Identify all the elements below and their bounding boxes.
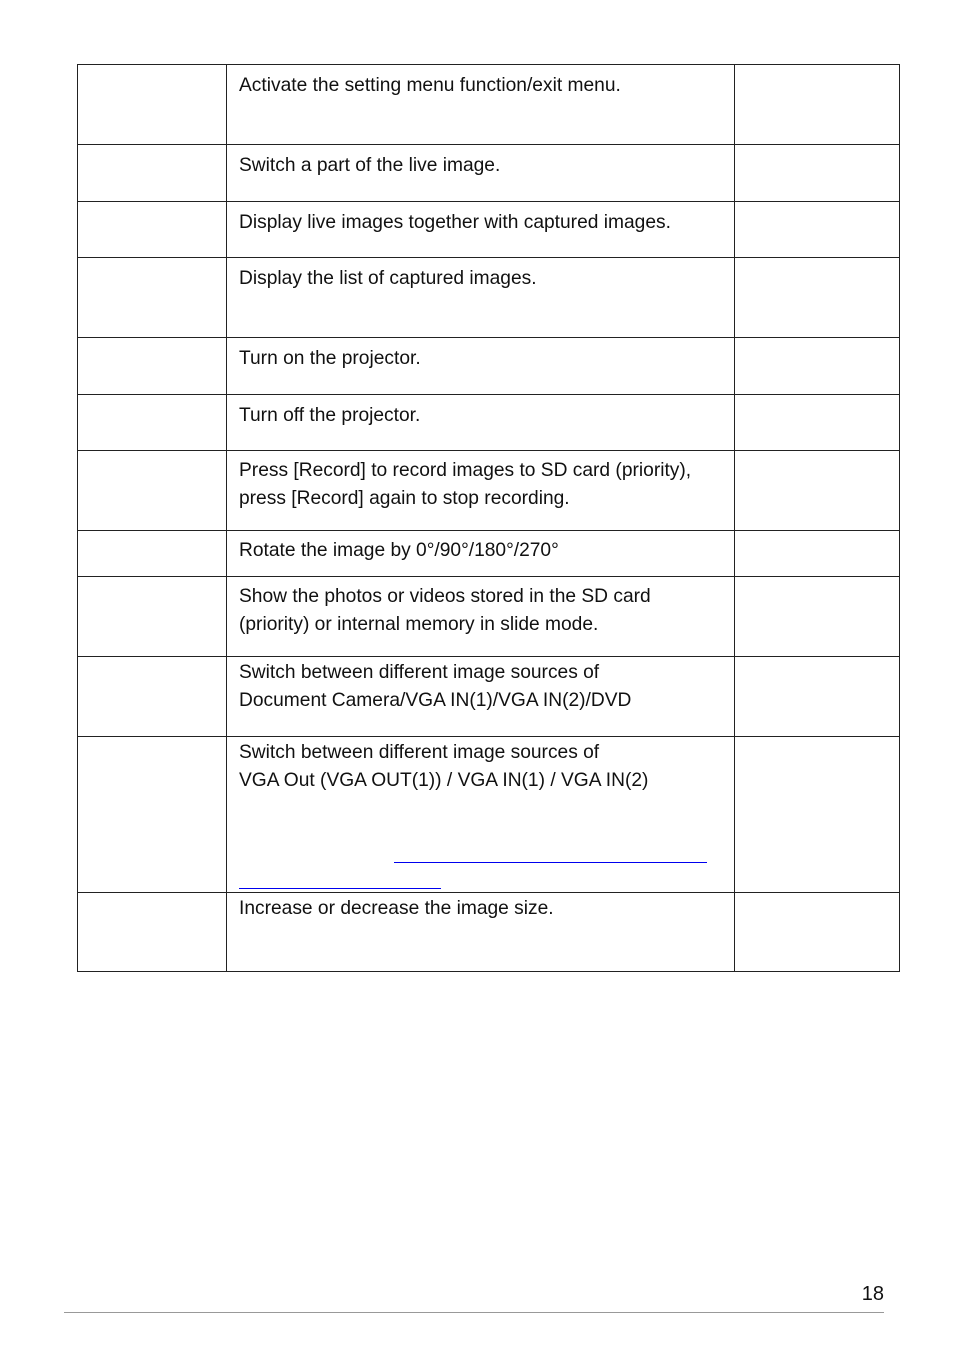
function-reference-cell bbox=[735, 577, 900, 657]
function-reference-cell bbox=[735, 338, 900, 395]
table-row bbox=[78, 395, 900, 451]
function-description: Turn on the projector. bbox=[239, 348, 421, 369]
function-description: Rotate the image by 0°/90°/180°/270° bbox=[239, 540, 559, 561]
function-description: Display live images together with captured images. bbox=[239, 212, 671, 233]
function-reference-cell bbox=[735, 893, 900, 972]
function-name-cell bbox=[78, 577, 227, 657]
table-row bbox=[78, 338, 900, 395]
function-description-cell bbox=[227, 258, 735, 338]
function-name-cell bbox=[78, 65, 227, 145]
hyperlink-underline[interactable] bbox=[394, 862, 707, 863]
function-reference-cell bbox=[735, 657, 900, 737]
function-reference-cell bbox=[735, 258, 900, 338]
function-name-cell bbox=[78, 531, 227, 577]
function-name-cell bbox=[78, 338, 227, 395]
table-row bbox=[78, 737, 900, 893]
page-number: 18 bbox=[861, 1283, 884, 1305]
table-row bbox=[78, 258, 900, 338]
function-reference-cell bbox=[735, 65, 900, 145]
function-reference-cell bbox=[735, 145, 900, 202]
hyperlink-underline[interactable] bbox=[239, 888, 441, 889]
function-description-cell bbox=[227, 145, 735, 202]
function-reference-cell bbox=[735, 395, 900, 451]
function-reference-cell bbox=[735, 451, 900, 531]
table-row bbox=[78, 893, 900, 972]
function-description: Turn off the projector. bbox=[239, 405, 421, 426]
table-row bbox=[78, 145, 900, 202]
function-name-cell bbox=[78, 737, 227, 893]
function-description-cell bbox=[227, 395, 735, 451]
function-description-cell bbox=[227, 531, 735, 577]
function-description: Show the photos or videos stored in the SD card (priority) or internal memory in slide mode. bbox=[239, 586, 651, 635]
function-description: Switch a part of the live image. bbox=[239, 155, 501, 176]
function-name-cell bbox=[78, 145, 227, 202]
table-row bbox=[78, 657, 900, 737]
footer-divider bbox=[64, 1312, 884, 1313]
function-description: Switch between different image sources of VGA Out (VGA OUT(1)) / VGA IN(1) / VGA IN(2) bbox=[239, 742, 649, 791]
function-description: Activate the setting menu function/exit menu. bbox=[239, 75, 621, 96]
table-row bbox=[78, 451, 900, 531]
function-description: Increase or decrease the image size. bbox=[239, 898, 554, 919]
function-reference-cell bbox=[735, 202, 900, 258]
function-name-cell bbox=[78, 395, 227, 451]
function-description-cell bbox=[227, 451, 735, 531]
function-description-cell bbox=[227, 65, 735, 145]
function-name-cell bbox=[78, 893, 227, 972]
function-name-cell bbox=[78, 202, 227, 258]
function-description-cell bbox=[227, 737, 735, 893]
function-description: Switch between different image sources of Document Camera/VGA IN(1)/VGA IN(2)/DVD bbox=[239, 662, 632, 711]
function-name-cell bbox=[78, 258, 227, 338]
function-description: Display the list of captured images. bbox=[239, 268, 537, 289]
function-description-cell bbox=[227, 893, 735, 972]
table-row bbox=[78, 202, 900, 258]
function-reference-cell bbox=[735, 737, 900, 893]
function-description-cell bbox=[227, 657, 735, 737]
function-table bbox=[77, 64, 900, 972]
function-name-cell bbox=[78, 657, 227, 737]
function-description-cell bbox=[227, 202, 735, 258]
table-row bbox=[78, 577, 900, 657]
function-reference-cell bbox=[735, 531, 900, 577]
table-row bbox=[78, 531, 900, 577]
table-row bbox=[78, 65, 900, 145]
function-description-cell bbox=[227, 338, 735, 395]
function-name-cell bbox=[78, 451, 227, 531]
function-description-cell bbox=[227, 577, 735, 657]
function-description: Press [Record] to record images to SD card (priority), press [Record] again to stop recording. bbox=[239, 460, 692, 509]
